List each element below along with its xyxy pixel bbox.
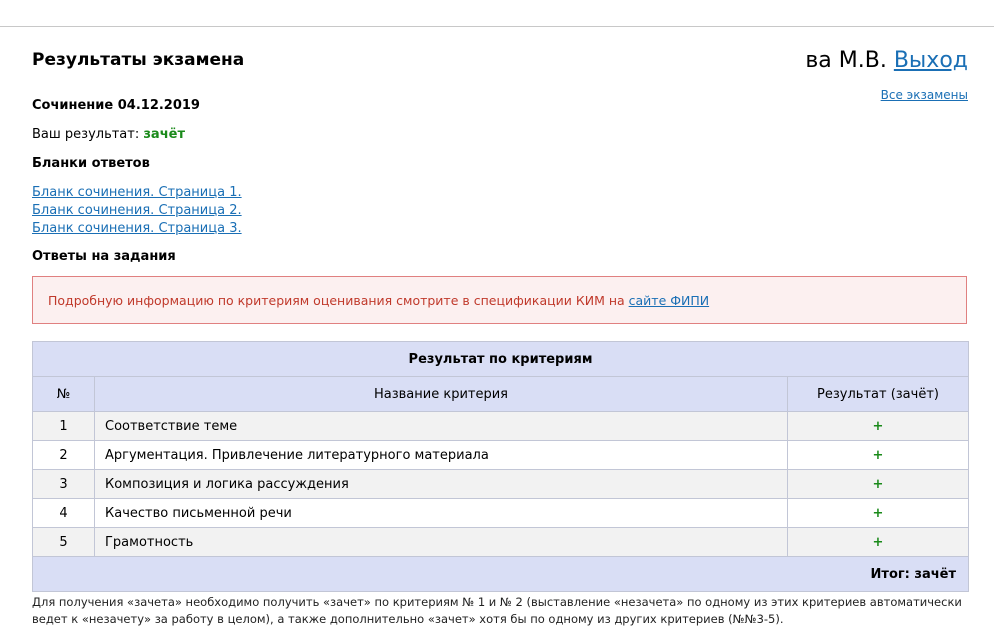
blank-link-page-2[interactable]: Бланк сочинения. Страница 2.	[32, 203, 242, 218]
table-caption: Результат по критериям	[33, 342, 969, 377]
top-divider	[0, 26, 994, 27]
table-row	[33, 470, 969, 499]
criterion-name: Соответствие теме	[95, 412, 788, 441]
criterion-number: 4	[33, 499, 95, 528]
table-row	[33, 441, 969, 470]
logout-link[interactable]: Выход	[893, 48, 968, 73]
blanks-title: Бланки ответов	[32, 156, 150, 171]
criterion-name: Грамотность	[95, 528, 788, 557]
criterion-result: +	[788, 470, 969, 499]
table-row	[33, 412, 969, 441]
criterion-result: +	[788, 499, 969, 528]
user-box	[805, 48, 968, 73]
blank-link-page-1[interactable]: Бланк сочинения. Страница 1.	[32, 185, 242, 200]
info-alert	[32, 276, 967, 324]
user-name: ва М.В.	[805, 48, 887, 73]
criteria-table	[32, 341, 969, 592]
result-value: зачёт	[143, 127, 185, 142]
criterion-name: Композиция и логика рассуждения	[95, 470, 788, 499]
criterion-result: +	[788, 412, 969, 441]
fipi-link[interactable]: сайте ФИПИ	[628, 293, 710, 308]
column-header-name: Название критерия	[95, 377, 788, 412]
answers-title: Ответы на задания	[32, 249, 176, 264]
criterion-result: +	[788, 441, 969, 470]
footnote: Для получения «зачета» необходимо получить «зачет» по критериям № 1 и № 2 (выставление «незачета» по одному из этих критериев автоматически ведет к «незачету» за работу в целом), а также дополнительно «зачет» хотя бы по одному из других критериев (№№3-5).	[32, 595, 962, 626]
table-total: Итог: зачёт	[33, 557, 969, 592]
exam-result	[32, 127, 185, 142]
blank-link-page-3[interactable]: Бланк сочинения. Страница 3.	[32, 221, 242, 236]
blank-links-list	[32, 184, 242, 238]
criterion-name: Качество письменной речи	[95, 499, 788, 528]
result-label: Ваш результат:	[32, 127, 140, 142]
table-row	[33, 528, 969, 557]
criterion-number: 3	[33, 470, 95, 499]
criterion-name: Аргументация. Привлечение литературного материала	[95, 441, 788, 470]
alert-text: Подробную информацию по критериям оценивания смотрите в спецификации КИМ на	[48, 293, 625, 308]
exam-name: Сочинение 04.12.2019	[32, 98, 200, 113]
criterion-number: 1	[33, 412, 95, 441]
column-header-result: Результат (зачёт)	[788, 377, 969, 412]
table-row	[33, 499, 969, 528]
criterion-number: 5	[33, 528, 95, 557]
criterion-number: 2	[33, 441, 95, 470]
page-title: Результаты экзамена	[32, 50, 245, 70]
criterion-result: +	[788, 528, 969, 557]
all-exams-link[interactable]: Все экзамены	[880, 88, 968, 102]
column-header-number: №	[33, 377, 95, 412]
